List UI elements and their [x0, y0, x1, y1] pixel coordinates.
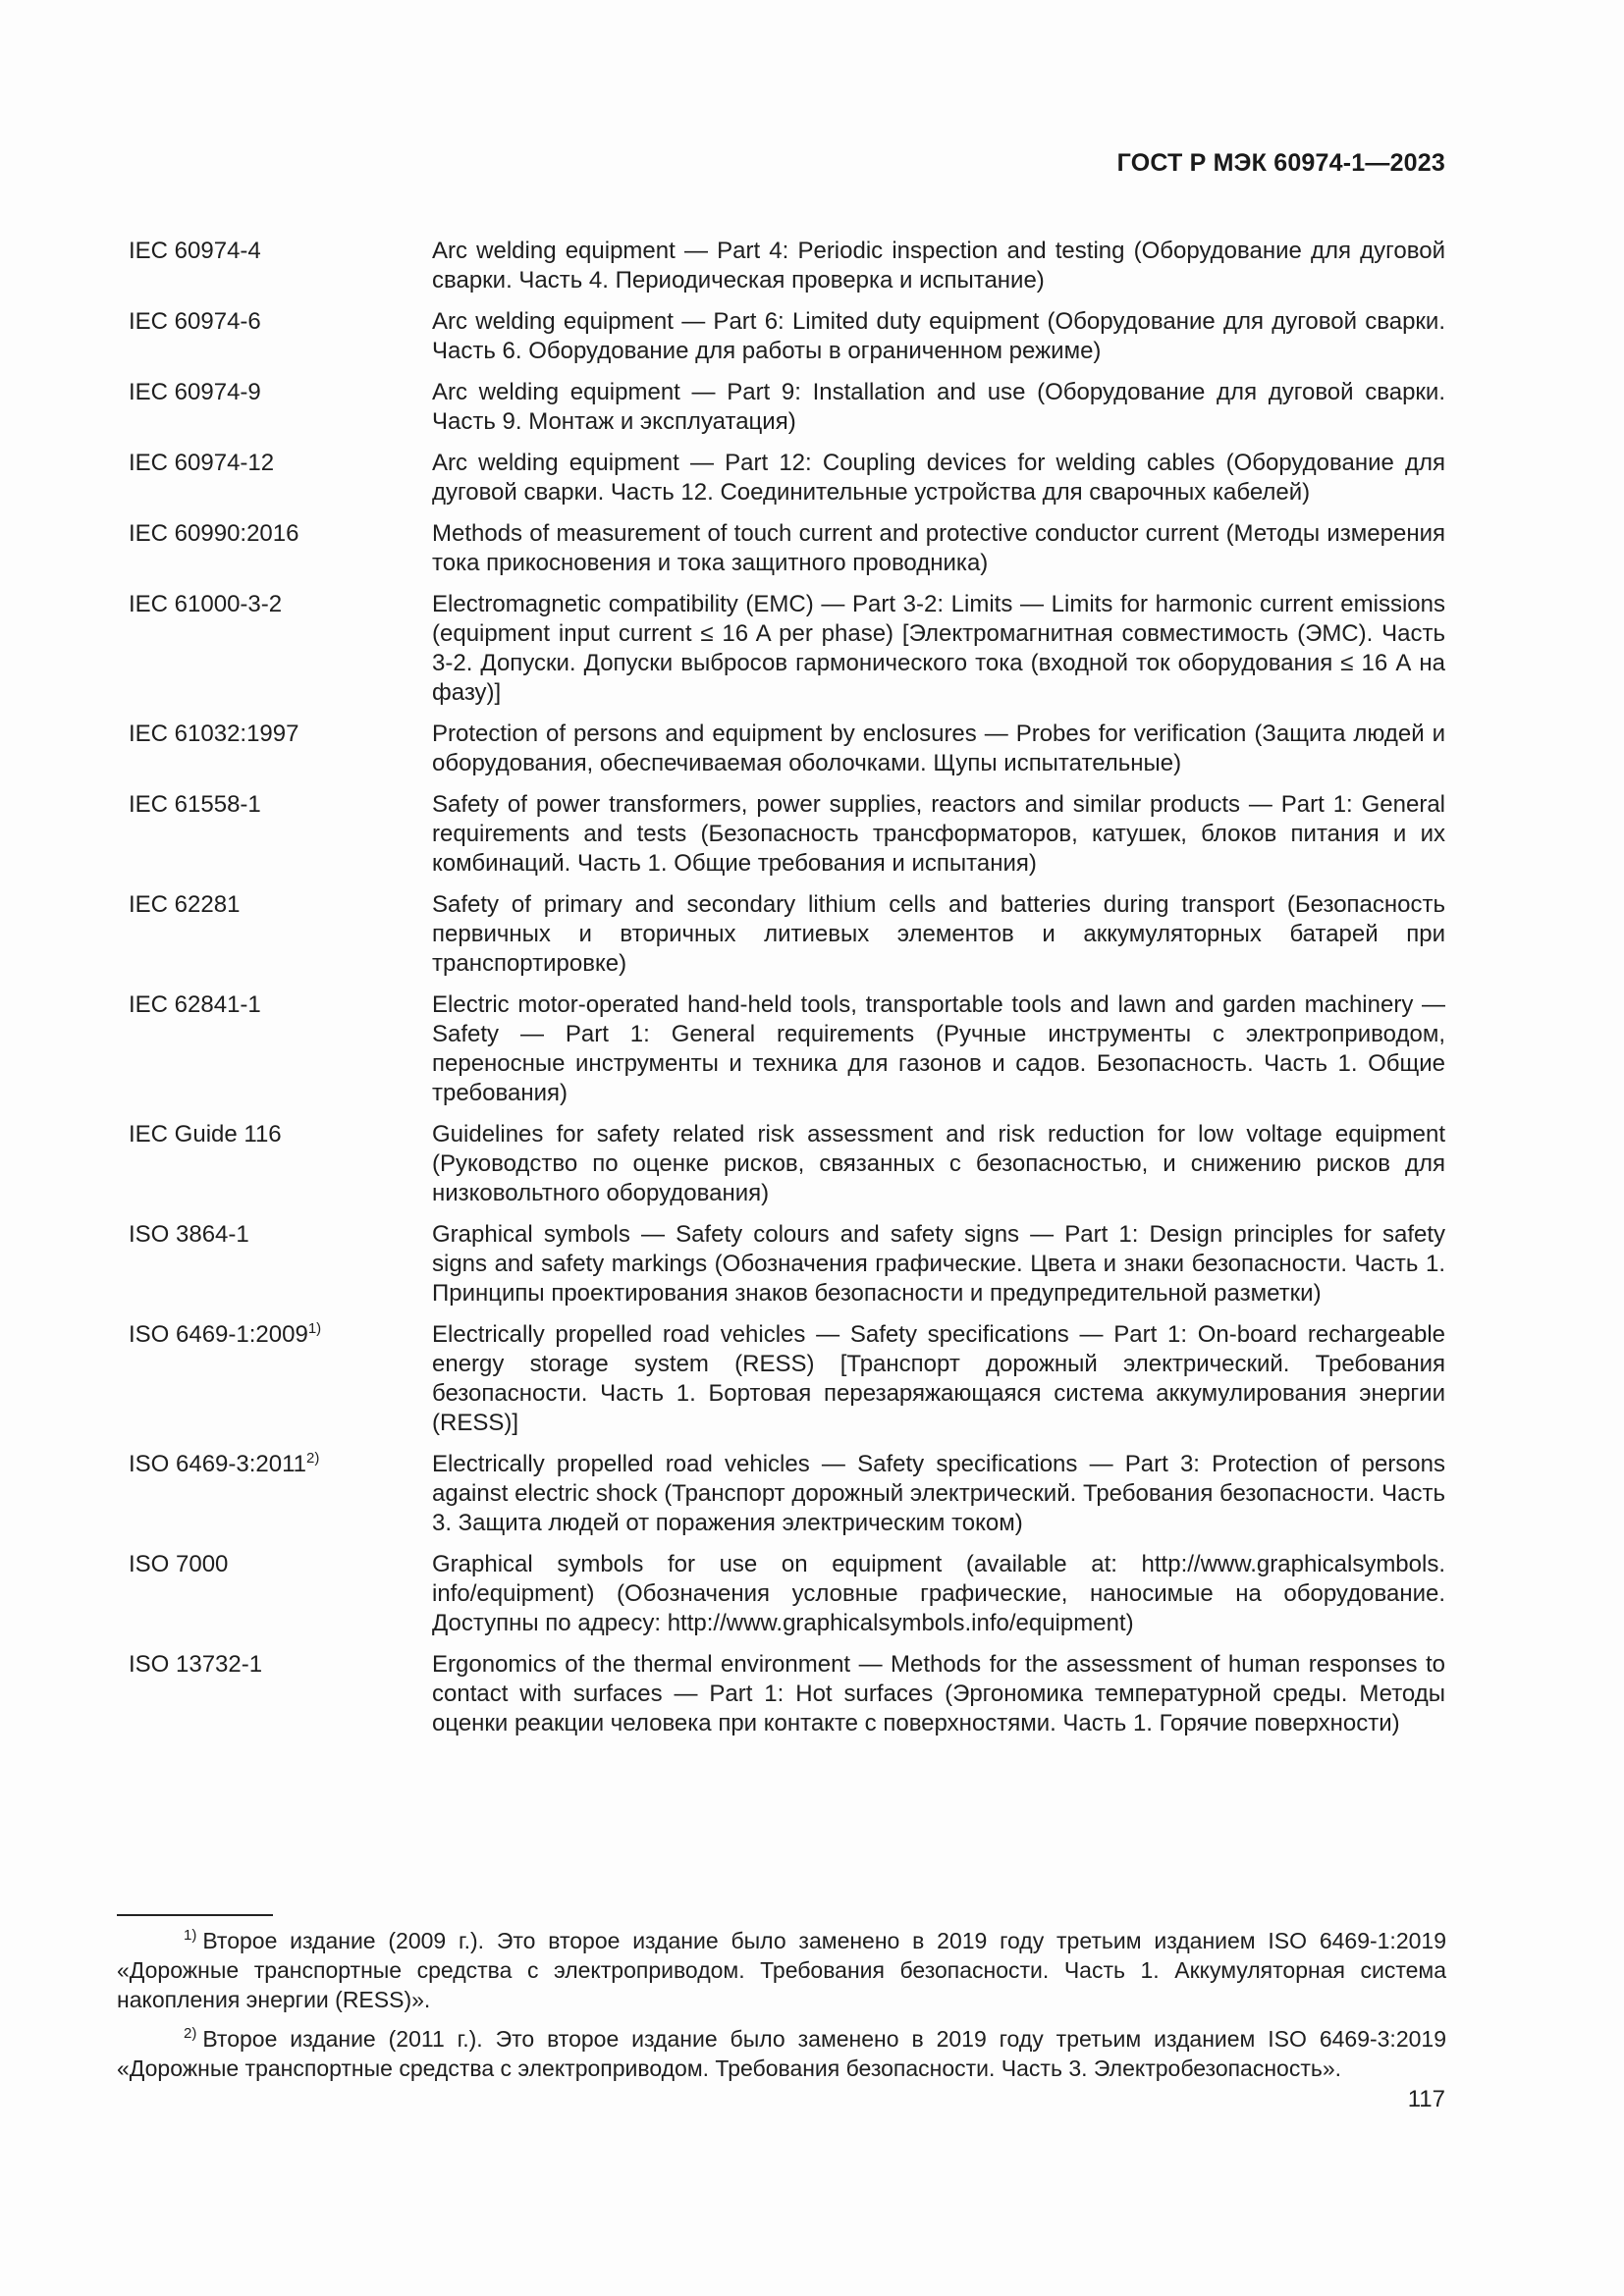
reference-code: IEC 60974-6 — [129, 308, 261, 335]
page-number: 117 — [1407, 2086, 1445, 2112]
reference-description: Safety of primary and secondary lithium cells and batteries during transport (Безопасность первичных и вторичных литиевых элементов и аккумуляторных батарей при транспортировке) — [432, 891, 1445, 977]
reference-code: ISO 3864-1 — [129, 1221, 249, 1248]
reference-description: Protection of persons and equipment by enclosures — Probes for verification (Защита людей и оборудования, обеспечиваемая оболочками. Щупы испытательные) — [432, 721, 1445, 776]
reference-item — [129, 790, 1445, 879]
reference-description: Graphical symbols for use on equipment (available at: http://www.graphicalsymbols. info/equipment) (Обозначения условные графические, наносимые на оборудование. Доступны по адресу: http://www.graphicalsymbols.info/equipment) — [432, 1551, 1445, 1636]
reference-code: IEC 61558-1 — [129, 791, 261, 818]
reference-item — [129, 519, 1445, 578]
reference-code: ISO 6469-3:2011$^{2)}$ — [129, 1450, 320, 1477]
reference-code: IEC 60974-4 — [129, 238, 261, 264]
reference-item — [129, 1320, 1445, 1438]
reference-item — [129, 990, 1445, 1108]
reference-code: IEC 62281 — [129, 891, 241, 918]
reference-item — [129, 1220, 1445, 1308]
footnote-divider — [117, 1914, 273, 1916]
reference-description: Electrically propelled road vehicles — Safety specifications — Part 1: On-board rechargeable energy storage system (RESS) [Транспорт дорожный электрический. Требования безопасности. Часть 1. Бортовая перезаряжающаяся система аккумулирования энергии (RESS)] — [432, 1321, 1445, 1436]
reference-description: Safety of power transformers, power supplies, reactors and similar products — Part 1: General requirements and tests (Безопасность трансформаторов, катушек, блоков питания и их комбинаций. Часть 1. Общие требования и испытания) — [432, 791, 1445, 877]
footnote: $^{2)}$ Второе издание (2011 г.). Это второе издание было заменено в 2019 году третьим изданием ISO 6469-3:2019 «Дорожные транспортные средства с электроприводом. Требования безопасности. Часть 3. Электробезопасность». — [117, 2025, 1446, 2081]
reference-item — [129, 449, 1445, 507]
reference-description: Graphical symbols — Safety colours and safety signs — Part 1: Design principles for safety signs and safety markings (Обозначения графические. Цвета и знаки безопасности. Часть 1. Принципы проектирования знаков безопасности и предупредительной разметки) — [432, 1221, 1445, 1307]
reference-item — [129, 590, 1445, 708]
reference-item — [129, 720, 1445, 778]
footnote-marker: 1) — [307, 1320, 322, 1337]
footnote: $^{1)}$ Второе издание (2009 г.). Это второе издание было заменено в 2019 году третьим изданием ISO 6469-1:2019 «Дорожные транспортные средства с электроприводом. Требования безопасности. Часть 1. Аккумуляторная система накопления энергии (RESS)». — [117, 1927, 1446, 2012]
reference-code: IEC 61000-3-2 — [129, 591, 283, 617]
reference-code: ISO 6469-1:2009$^{1)}$ — [129, 1320, 322, 1348]
reference-item — [129, 1650, 1445, 1738]
reference-description: Arc welding equipment — Part 4: Periodic inspection and testing (Оборудование для дуговой сварки. Часть 4. Периодическая проверка и испытание) — [432, 238, 1445, 294]
reference-code: IEC 60974-9 — [129, 379, 261, 405]
reference-description: Guidelines for safety related risk assessment and risk reduction for low voltage equipment (Руководство по оценке рисков, связанных с безопасностью, и снижению рисков для низковольтного оборудования) — [432, 1121, 1445, 1206]
reference-code: IEC Guide 116 — [129, 1121, 282, 1148]
reference-item — [129, 378, 1445, 437]
reference-code: IEC 60974-12 — [129, 450, 275, 476]
reference-code: ISO 13732-1 — [129, 1651, 263, 1678]
reference-description: Ergonomics of the thermal environment — Methods for the assessment of human responses to contact with surfaces — Part 1: Hot surfaces (Эргономика температурной среды. Методы оценки реакции человека при контакте с поверхностями. Часть 1. Горячие поверхности) — [432, 1651, 1445, 1736]
footnotes — [117, 1926, 1446, 2093]
reference-item — [129, 890, 1445, 979]
reference-item — [129, 1550, 1445, 1638]
reference-description: Arc welding equipment — Part 12: Coupling devices for welding cables (Оборудование для дуговой сварки. Часть 12. Соединительные устройства для сварочных кабелей) — [432, 450, 1445, 506]
reference-item — [129, 1120, 1445, 1208]
reference-list — [129, 237, 1445, 1750]
reference-item — [129, 307, 1445, 366]
reference-description: Arc welding equipment — Part 9: Installation and use (Оборудование для дуговой сварки. Часть 9. Монтаж и эксплуатация) — [432, 379, 1445, 435]
reference-code: IEC 60990:2016 — [129, 520, 299, 547]
standard-title: ГОСТ Р МЭК 60974-1—2023 — [1116, 149, 1445, 177]
reference-description: Methods of measurement of touch current and protective conductor current (Методы измерения тока прикосновения и тока защитного проводника) — [432, 520, 1445, 576]
reference-item — [129, 237, 1445, 295]
reference-description: Electromagnetic compatibility (EMC) — Part 3-2: Limits — Limits for harmonic current emissions (equipment input current ≤ 16 A per phase) [Электромагнитная совместимость (ЭМС). Часть 3-2. Допуски. Допуски выбросов гармонического тока (входной ток оборудования ≤ 16 А на фазу)] — [432, 591, 1445, 706]
reference-code: IEC 62841-1 — [129, 991, 261, 1018]
footnote-marker: 1) — [184, 1927, 197, 1944]
reference-code: IEC 61032:1997 — [129, 721, 299, 747]
reference-code: ISO 7000 — [129, 1551, 229, 1577]
reference-description: Arc welding equipment — Part 6: Limited duty equipment (Оборудование для дуговой сварки. Часть 6. Оборудование для работы в ограниченном режиме) — [432, 308, 1445, 364]
reference-item — [129, 1450, 1445, 1538]
reference-description: Electric motor-operated hand-held tools, transportable tools and lawn and garden machinery — Safety — Part 1: General requirements (Ручные инструменты с электроприводом, переносные инструменты и техника для газонов и садов. Безопасность. Часть 1. Общие требования) — [432, 991, 1445, 1106]
footnote-marker: 2) — [184, 2025, 197, 2042]
reference-description: Electrically propelled road vehicles — Safety specifications — Part 3: Protection of persons against electric shock (Транспорт дорожный электрический. Требования безопасности. Часть 3. Защита людей от поражения электрическим током) — [432, 1451, 1445, 1536]
footnote-marker: 2) — [306, 1450, 320, 1467]
